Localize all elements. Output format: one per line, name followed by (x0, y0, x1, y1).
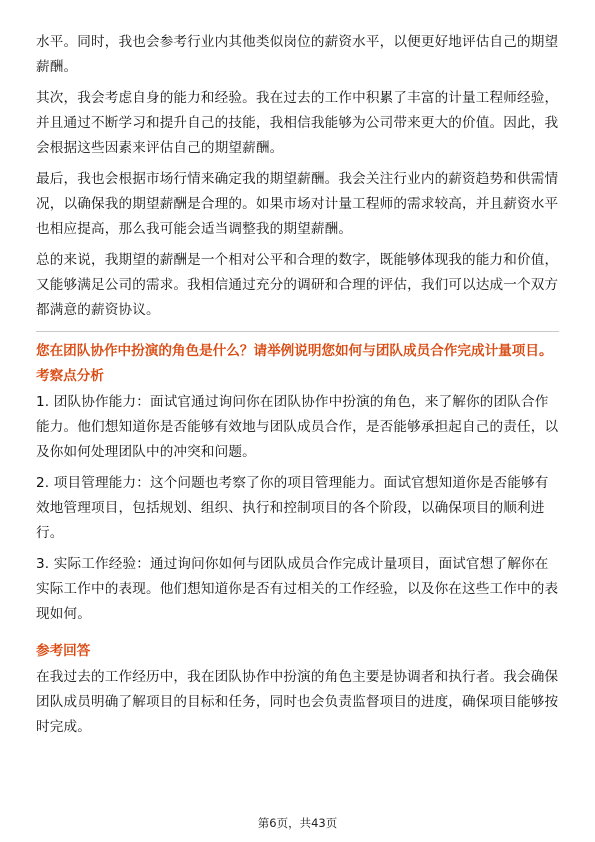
intro-paragraph: 水平。同时，我也会参考行业内其他类似岗位的薪资水平，以便更好地评估自己的期望薪酬。 (36, 34, 559, 75)
analysis-point: 1. 团队协作能力：面试官通过询问你在团队协作中扮演的角色，来了解你的团队合作能力。他们想知道你是否能够有效地与团队成员合作，是否能够承担起自己的责任，以及你如何处理团队中的冲突和问题。 (36, 394, 559, 460)
intro-paragraph: 最后，我也会根据市场行情来确定我的期望薪酬。我会关注行业内的薪资趋势和供需情况，以确保我的期望薪酬是合理的。如果市场对计量工程师的需求较高，并且薪资水平也相应提高，那么我可能会适当调整我的期望薪酬。 (36, 171, 559, 237)
document-page (36, 30, 559, 746)
page-number: 第6页，共43页 (257, 816, 338, 830)
interview-question: 您在团队协作中扮演的角色是什么？请举例说明您如何与团队成员合作完成计量项目。 (36, 343, 553, 359)
intro-paragraph: 其次，我会考虑自身的能力和经验。我在过去的工作中积累了丰富的计量工程师经验，并且通过不断学习和提升自己的技能，我相信我能够为公司带来更大的价值。因此，我会根据这些因素来评估自己的期望薪酬。 (36, 90, 559, 156)
section-divider (36, 331, 559, 332)
analysis-point: 3. 实际工作经验：通过询问你如何与团队成员合作完成计量项目，面试官想了解你在实际工作中的表现。他们想知道你是否有过相关的工作经验，以及你在这些工作中的表现如何。 (36, 556, 559, 622)
answer-text: 在我过去的工作经历中，我在团队协作中扮演的角色主要是协调者和执行者。我会确保团队成员明确了解项目的目标和任务，同时也会负责监督项目的进度，确保项目能够按时完成。 (36, 669, 559, 735)
analysis-title: 考察点分析 (36, 368, 104, 384)
intro-paragraph: 总的来说，我期望的薪酬是一个相对公平和合理的数字，既能够体现我的能力和价值，又能够满足公司的需求。我相信通过充分的调研和合理的评估，我们可以达成一个双方都满意的薪资协议。 (36, 252, 559, 318)
analysis-point: 2. 项目管理能力：这个问题也考察了你的项目管理能力。面试官想知道你是否能够有效地管理项目，包括规划、组织、执行和控制项目的各个阶段，以确保项目的顺利进行。 (36, 475, 549, 541)
answer-title: 参考回答 (36, 643, 91, 659)
